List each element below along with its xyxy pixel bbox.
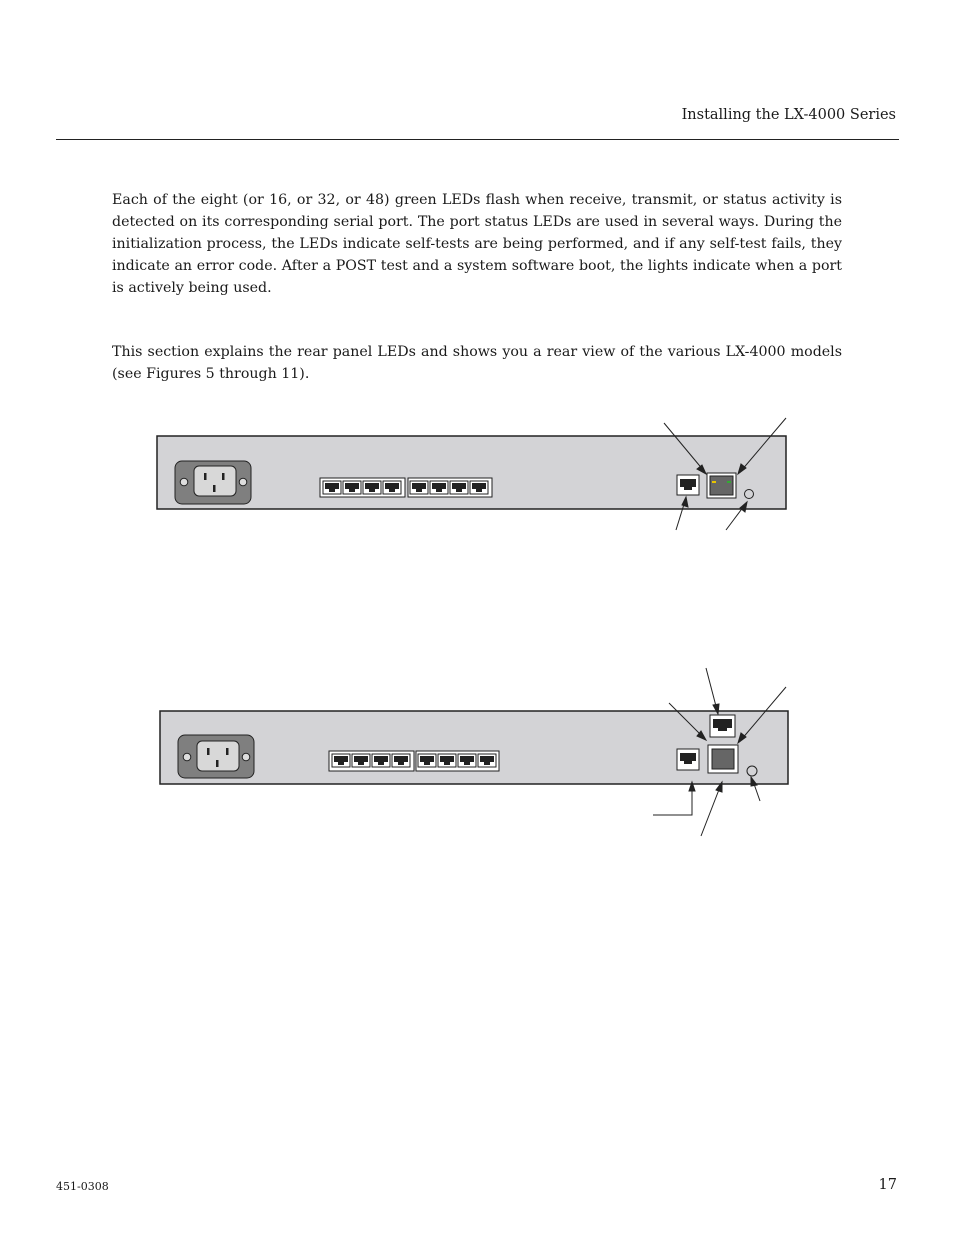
console-port-icon: [677, 749, 699, 770]
paragraph-port-status-leds: Each of the eight (or 16, or 32, or 48) green LEDs flash when receive, transmit, or status activity is detected on its corresponding serial port. The port status LEDs are used in several ways. During the initialization process, the LEDs indicate self-tests are being performed, and if any self-test fails, they indicate an error code. After a POST test and a system software boot, the lights indicate when a port is actively being used.: [112, 192, 842, 296]
upper-port-icon: [710, 715, 735, 737]
serial-ports-group-2: [416, 751, 499, 771]
document-number: 451-0308: [56, 1180, 109, 1193]
serial-ports-group-2: [408, 478, 492, 497]
ethernet-port-icon: [707, 473, 736, 498]
reset-button-icon: [747, 766, 757, 776]
ethernet-port-icon: [708, 745, 738, 773]
serial-ports-group-1: [320, 478, 405, 497]
page-number: 17: [878, 1177, 897, 1193]
reset-button-icon: [745, 490, 754, 499]
serial-ports-group-1: [329, 751, 414, 771]
running-header-title: Installing the LX-4000 Series: [681, 107, 896, 123]
paragraph-rear-panel-intro: This section explains the rear panel LEDs and shows you a rear view of the various LX-4000 models (see Figures 5 through 11).: [112, 344, 842, 382]
header-rule: [56, 139, 899, 140]
rear-panel-figure-2: [0, 660, 954, 840]
rear-panel-figure-1: [0, 410, 954, 540]
console-port-icon: [677, 475, 699, 495]
power-inlet-icon: [178, 735, 254, 778]
power-inlet-icon: [175, 461, 251, 504]
